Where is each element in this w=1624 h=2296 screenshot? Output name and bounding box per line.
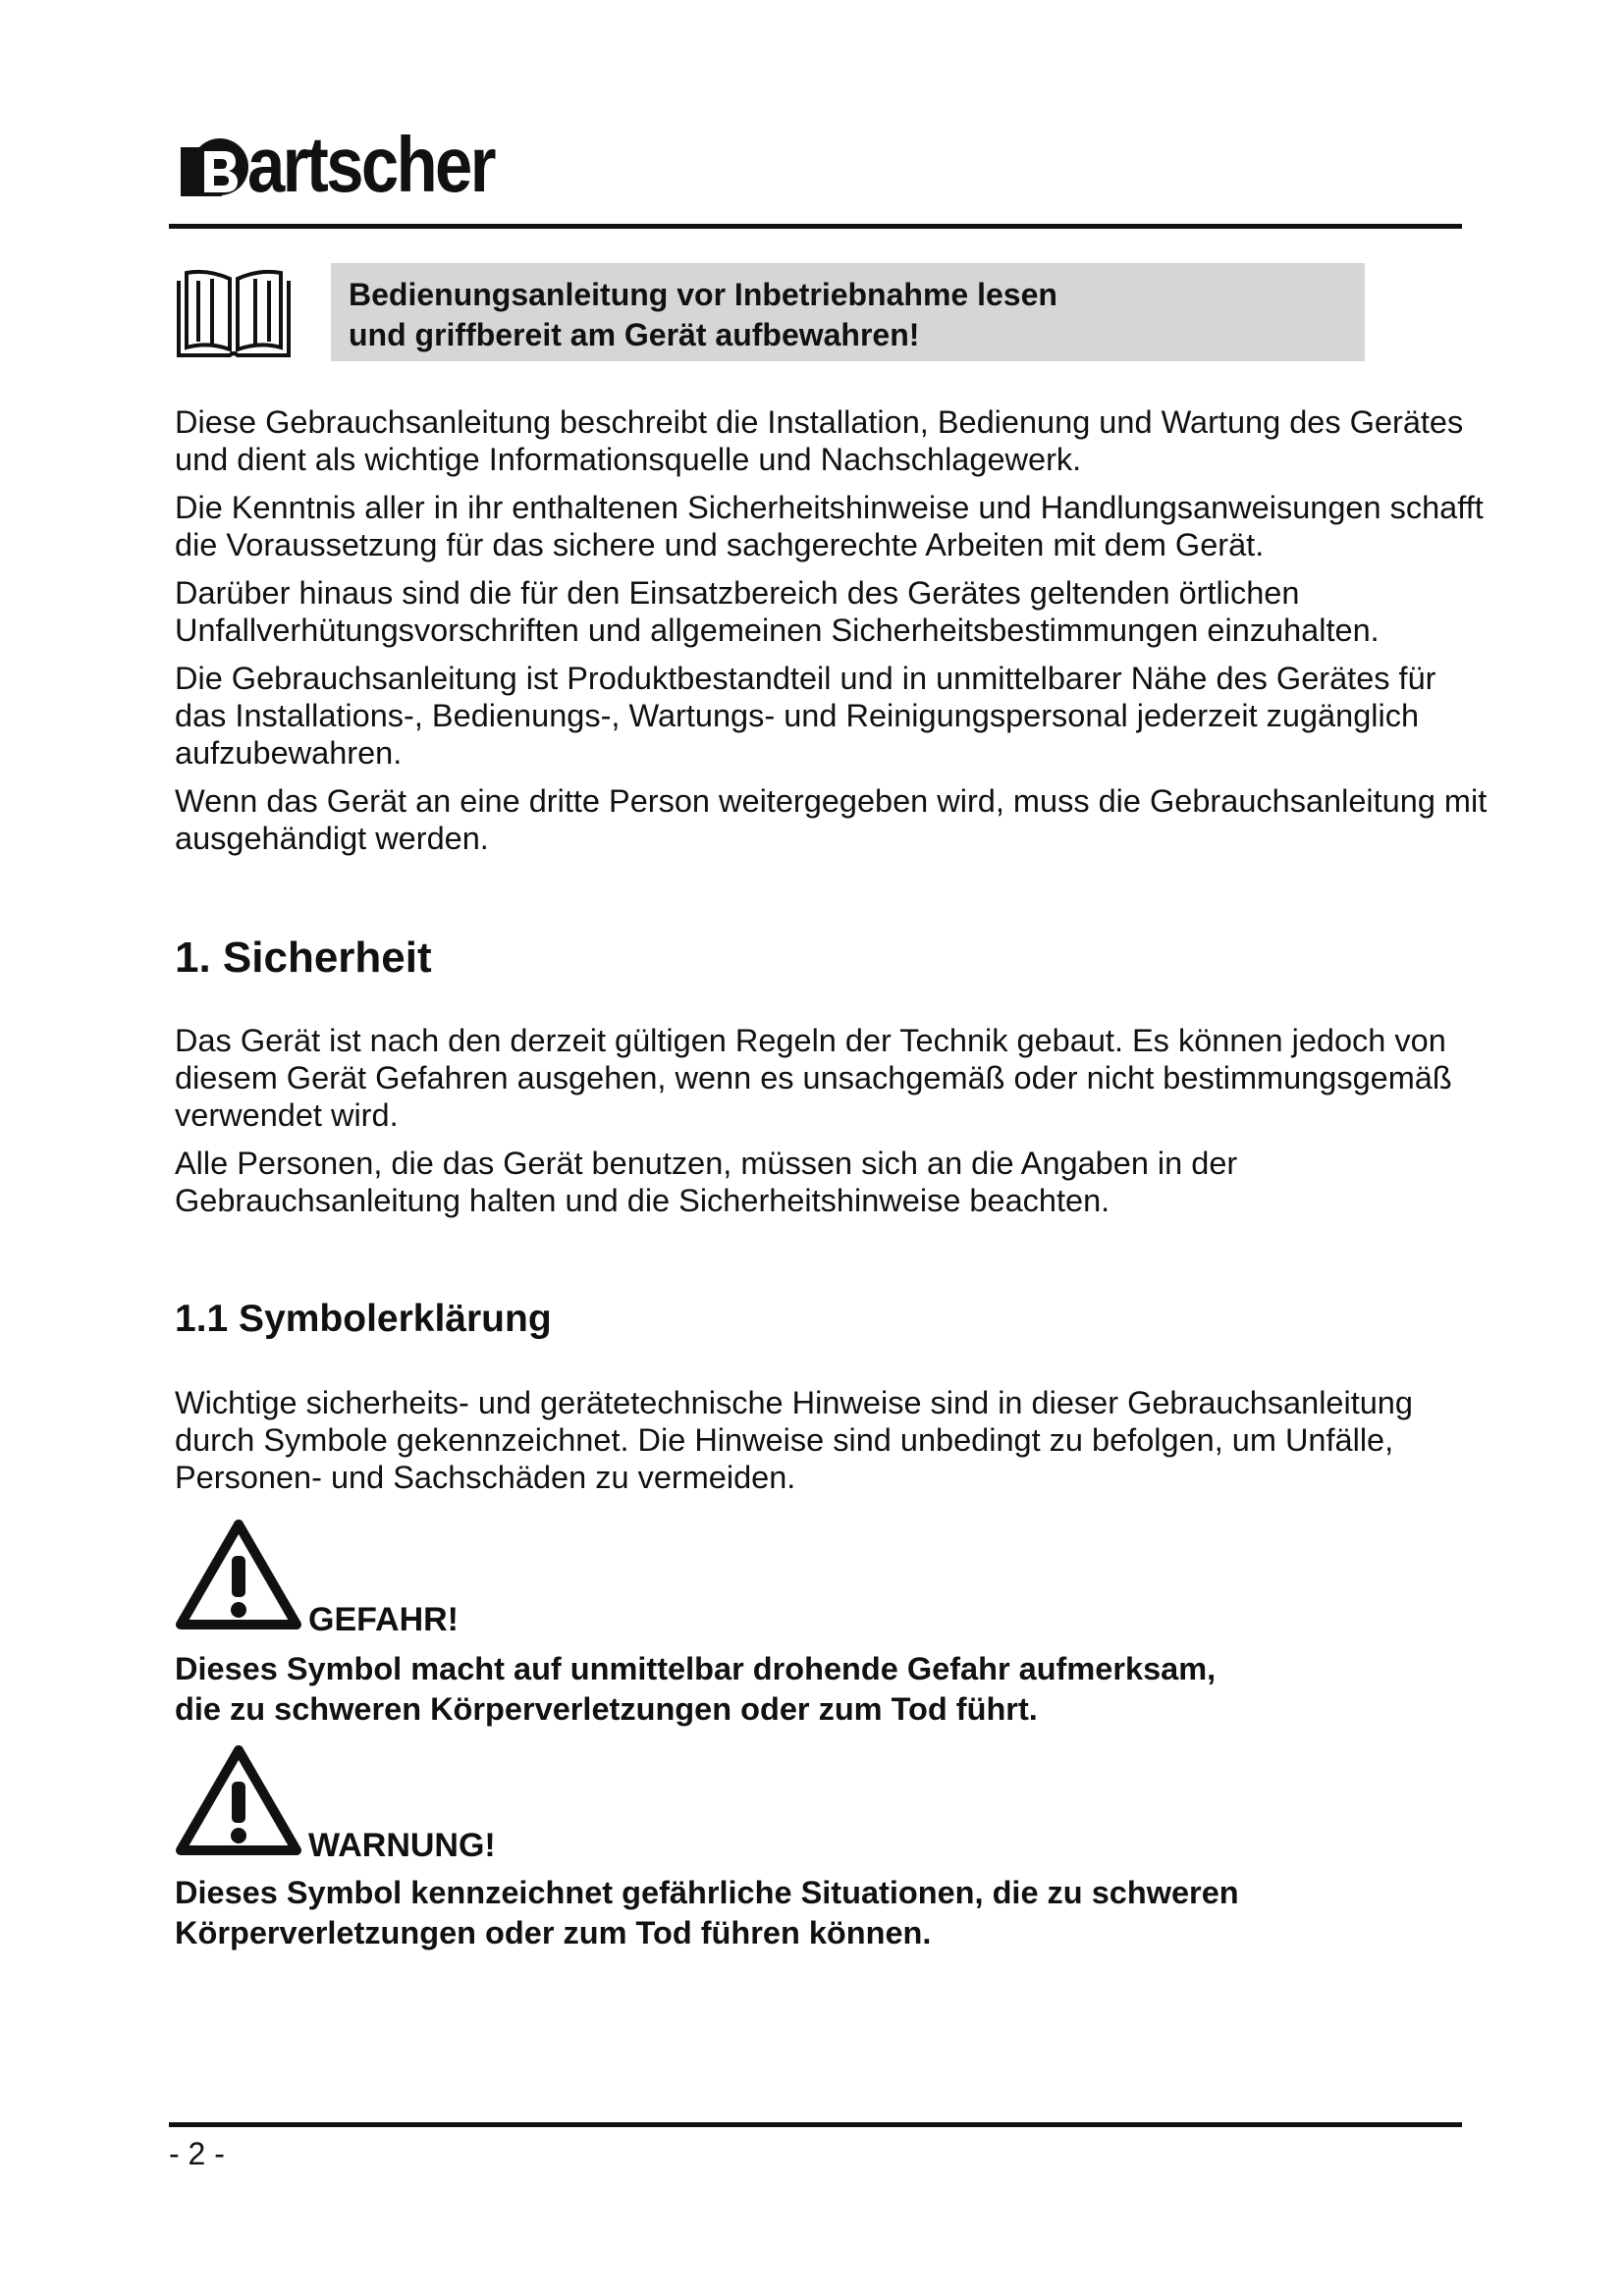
- section-heading-symbolerklaerung: 1.1 Symbolerklärung: [175, 1298, 552, 1340]
- section1-1-text: [175, 1384, 1490, 1507]
- danger-text-line-1: Dieses Symbol macht auf unmittelbar drohende Gefahr aufmerksam,: [175, 1651, 1217, 1686]
- warning-text-line-1: Dieses Symbol kennzeichnet gefährliche Situationen, die zu schweren: [175, 1875, 1239, 1910]
- read-manual-notice: [331, 263, 1365, 361]
- logo-wordmark: artscher: [247, 121, 494, 208]
- section1-1-paragraph: Wichtige sicherheits- und gerätetechnische Hinweise sind in dieser Gebrauchsanleitung durch Symbole gekennzeichnet. Die Hinweise sind unbedingt zu befolgen, um Unfälle, Personen- und Sachschäden zu vermeiden.: [175, 1385, 1413, 1495]
- notice-line-1: Bedienungsanleitung vor Inbetriebnahme lesen: [349, 277, 1057, 312]
- page-number: - 2 -: [169, 2136, 225, 2171]
- intro-paragraph: Die Kenntnis aller in ihr enthaltenen Sicherheitshinweise und Handlungsanweisungen schafft die Voraussetzung für das sichere und sachgerechte Arbeiten mit dem Gerät.: [175, 490, 1484, 562]
- warning-text-line-2: Körperverletzungen oder zum Tod führen können.: [175, 1915, 932, 1950]
- open-book-icon: [175, 265, 293, 361]
- section1-paragraph: Das Gerät ist nach den derzeit gültigen Regeln der Technik gebaut. Es können jedoch von diesem Gerät Gefahren ausgehen, wenn es unsachgemäß oder nicht bestimmungsgemäß verwendet wird.: [175, 1023, 1452, 1133]
- warning-triangle-icon: [175, 1744, 302, 1858]
- intro-paragraph: Wenn das Gerät an eine dritte Person weitergegeben wird, muss die Gebrauchsanleitung mit ausgehändigt werden.: [175, 783, 1488, 856]
- header-rule: [169, 224, 1462, 229]
- notice-line-2: und griffbereit am Gerät aufbewahren!: [349, 317, 920, 352]
- danger-text-line-2: die zu schweren Körperverletzungen oder zum Tod führt.: [175, 1691, 1038, 1727]
- intro-paragraph: Darüber hinaus sind die für den Einsatzbereich des Gerätes geltenden örtlichen Unfallverhütungsvorschriften und allgemeinen Sicherheitsbestimmungen einzuhalten.: [175, 575, 1380, 648]
- footer-rule: [169, 2122, 1462, 2127]
- section1-paragraph: Alle Personen, die das Gerät benutzen, müssen sich an die Angaben in der Gebrauchsanleitung halten und die Sicherheitshinweise beachten.: [175, 1146, 1238, 1218]
- section1-text: [175, 1022, 1490, 1230]
- warning-title: WARNUNG!: [308, 1827, 496, 1864]
- intro-paragraph: Die Gebrauchsanleitung ist Produktbestandteil und in unmittelbarer Nähe des Gerätes für das Installations-, Bedienungs-, Wartungs- und Reinigungspersonal jederzeit zugänglich aufzubewahren.: [175, 661, 1436, 771]
- logo-b-emblem: [175, 120, 251, 210]
- danger-title: GEFAHR!: [308, 1601, 459, 1638]
- intro-text: [175, 403, 1490, 868]
- section-heading-sicherheit: 1. Sicherheit: [175, 934, 432, 982]
- warning-triangle-icon: [175, 1519, 302, 1632]
- intro-paragraph: Diese Gebrauchsanleitung beschreibt die Installation, Bedienung und Wartung des Gerätes und dient als wichtige Informationsquelle und Nachschlagewerk.: [175, 404, 1464, 477]
- bartscher-logo: [175, 120, 534, 210]
